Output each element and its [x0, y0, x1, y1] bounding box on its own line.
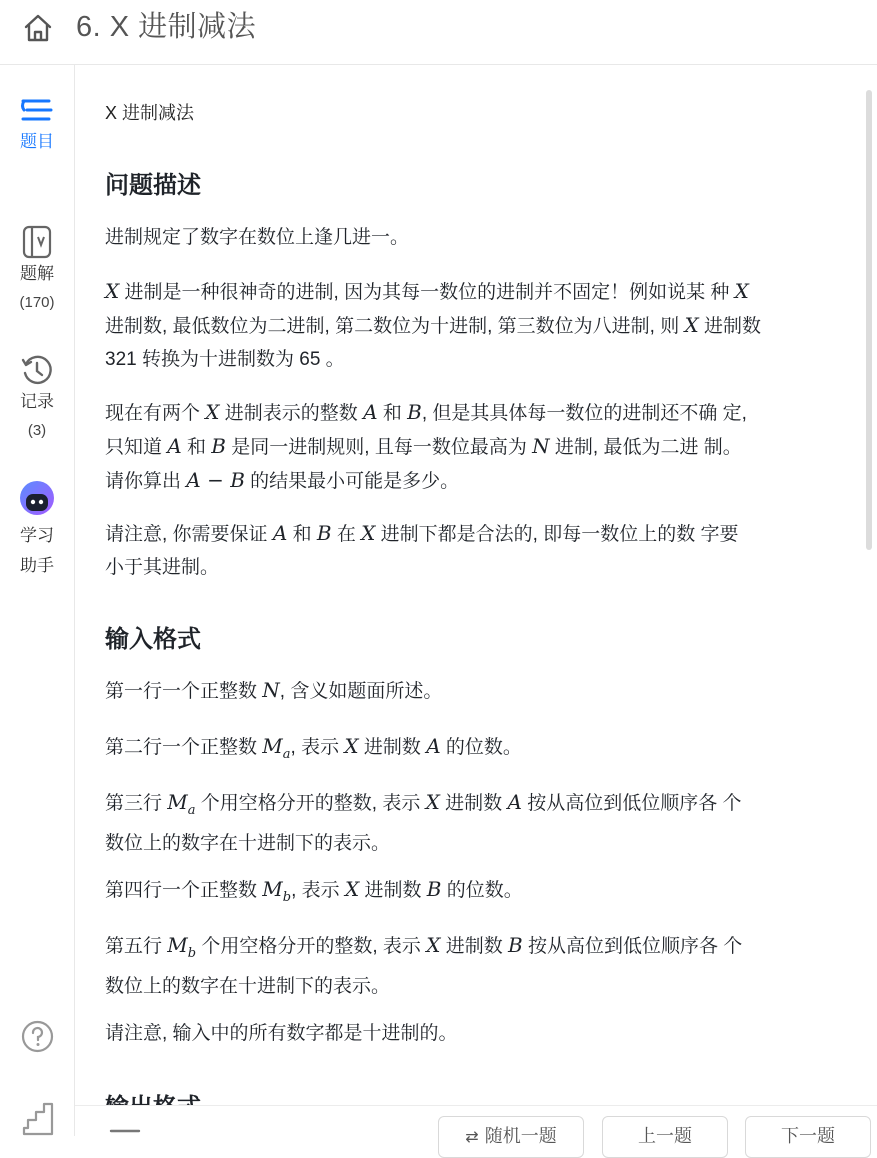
input-line-5: 第五行 $M_b$ 个用空格分开的整数, 表示 X 进制数 B 按从高位到低位顺序各 个 数位上的数字在十进制下的表示。 — [105, 933, 743, 997]
sidebar-item-label: 学习 — [20, 526, 54, 545]
section-title-description: 问题描述 — [105, 172, 201, 199]
sidebar-item-label: 题目 — [20, 132, 54, 151]
history-icon — [20, 353, 54, 387]
left-sidebar — [0, 65, 75, 1136]
problem-content — [75, 65, 865, 1105]
list-icon — [20, 97, 54, 127]
sidebar-item-label-2: 助手 — [20, 556, 54, 575]
input-line-3: 第三行 $M_a$ 个用空格分开的整数, 表示 X 进制数 A 按从高位到低位顺序各 个 数位上的数字在十进制下的表示。 — [105, 790, 742, 854]
menu-icon[interactable] — [109, 1124, 141, 1138]
input-line-1: 第一行一个正整数 N, 含义如题面所述。 — [105, 678, 443, 702]
sidebar-item-problem[interactable] — [0, 97, 74, 157]
desc-paragraph-2: X 进制是一种很神奇的进制, 因为其每一数位的进制并不固定！例如说某 种 X 进制数, 最低数位为二进制, 第二数位为十进制, 第三数位为八进制, 则 X 进制数 321 转换为十进制数为 65 。 — [105, 279, 762, 370]
records-count: (3) — [27, 422, 47, 439]
sidebar-item-solutions[interactable] — [0, 225, 74, 317]
sidebar-item-label: 记录 — [20, 392, 54, 411]
top-header — [0, 0, 877, 65]
previous-problem-button[interactable]: 上一题 — [602, 1116, 728, 1158]
section-title-input: 输入格式 — [105, 626, 201, 653]
stairs-icon[interactable] — [22, 1102, 54, 1136]
sidebar-item-records[interactable] — [0, 353, 74, 445]
bottom-action-bar — [75, 1105, 877, 1146]
desc-paragraph-3: 现在有两个 X 进制表示的整数 A 和 B, 但是其具体每一数位的进制还不确 定, 只知道 A 和 B 是同一进制规则, 且每一数位最高为 N 进制, 最低为二进 制。 请你算出 A − B 的结果最小可能是多少。 — [105, 400, 747, 492]
solutions-count: (170) — [19, 294, 55, 311]
breadcrumb: X 进制减法 — [105, 103, 195, 123]
book-icon — [21, 225, 53, 259]
sidebar-item-assistant[interactable] — [0, 479, 74, 581]
shuffle-icon: ⇄ — [465, 1129, 479, 1146]
page-title: 6. X 进制减法 — [76, 11, 257, 43]
robot-icon — [18, 479, 56, 517]
content-scrollbar[interactable] — [866, 90, 872, 550]
random-problem-button[interactable]: ⇄ 随机一题 — [438, 1116, 584, 1158]
input-line-2: 第二行一个正整数 $M_a$, 表示 X 进制数 A 的位数。 — [105, 734, 522, 762]
desc-paragraph-1: 进制规定了数字在数位上逢几进一。 — [105, 227, 410, 248]
input-line-6: 请注意, 输入中的所有数字都是十进制的。 — [105, 1023, 458, 1044]
home-icon[interactable] — [22, 12, 54, 44]
input-line-4: 第四行一个正整数 $M_b$, 表示 X 进制数 B 的位数。 — [105, 877, 523, 905]
next-problem-button[interactable]: 下一题 — [745, 1116, 871, 1158]
sidebar-item-label: 题解 — [20, 264, 54, 283]
desc-paragraph-4: 请注意, 你需要保证 A 和 B 在 X 进制下都是合法的, 即每一数位上的数 字要 小于其进制。 — [105, 521, 739, 578]
help-icon[interactable] — [21, 1020, 54, 1053]
